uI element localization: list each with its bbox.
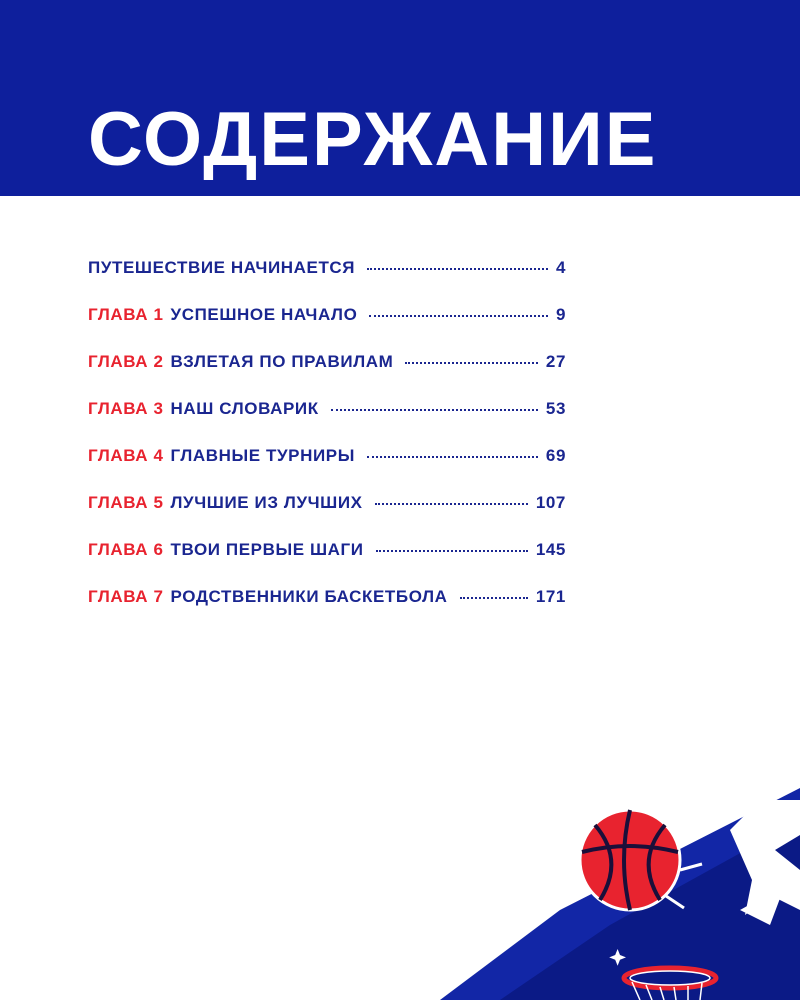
toc-chapter-label: ГЛАВА 1 [88,305,164,324]
toc-page-number: 145 [535,540,566,559]
toc-dot-leader [367,456,538,458]
toc-title: РОДСТВЕННИКИ БАСКЕТБОЛА [170,587,448,606]
toc-page-number: 69 [545,446,566,465]
toc-entry[interactable] [88,352,566,399]
toc-title: ТВОИ ПЕРВЫЕ ШАГИ [170,540,364,559]
basketball-illustration [440,760,800,1000]
toc-entry[interactable] [88,587,566,634]
toc-entry[interactable] [88,446,566,493]
toc-chapter-label: ГЛАВА 5 [88,493,164,512]
toc-chapter-label: ГЛАВА 4 [88,446,164,465]
toc-entry[interactable] [88,258,566,305]
toc-title: ЛУЧШИЕ ИЗ ЛУЧШИХ [170,493,363,512]
toc-chapter-label: ГЛАВА 3 [88,399,164,418]
toc-page-number: 171 [535,587,566,606]
toc-title: НАШ СЛОВАРИК [170,399,319,418]
table-of-contents [88,258,566,634]
page-title: СОДЕРЖАНИЕ [88,97,658,182]
toc-entry[interactable] [88,305,566,352]
toc-dot-leader [460,597,528,599]
toc-chapter-label: ГЛАВА 6 [88,540,164,559]
toc-title: ВЗЛЕТАЯ ПО ПРАВИЛАМ [170,352,394,371]
toc-entry[interactable] [88,493,566,540]
toc-page-number: 53 [545,399,566,418]
toc-title: ГЛАВНЫЕ ТУРНИРЫ [170,446,355,465]
toc-dot-leader [375,503,528,505]
toc-page-number: 107 [535,493,566,512]
toc-dot-leader [376,550,528,552]
toc-chapter-label: ГЛАВА 7 [88,587,164,606]
toc-page-number: 27 [545,352,566,371]
toc-entry[interactable] [88,399,566,446]
toc-dot-leader [367,268,548,270]
toc-page-number: 4 [555,258,566,277]
toc-chapter-label: ГЛАВА 2 [88,352,164,371]
toc-dot-leader [405,362,538,364]
toc-page-number: 9 [555,305,566,324]
toc-title: ПУТЕШЕСТВИЕ НАЧИНАЕТСЯ [88,258,356,277]
toc-entry[interactable] [88,540,566,587]
toc-dot-leader [369,315,548,317]
toc-title: УСПЕШНОЕ НАЧАЛО [170,305,358,324]
toc-dot-leader [331,409,538,411]
